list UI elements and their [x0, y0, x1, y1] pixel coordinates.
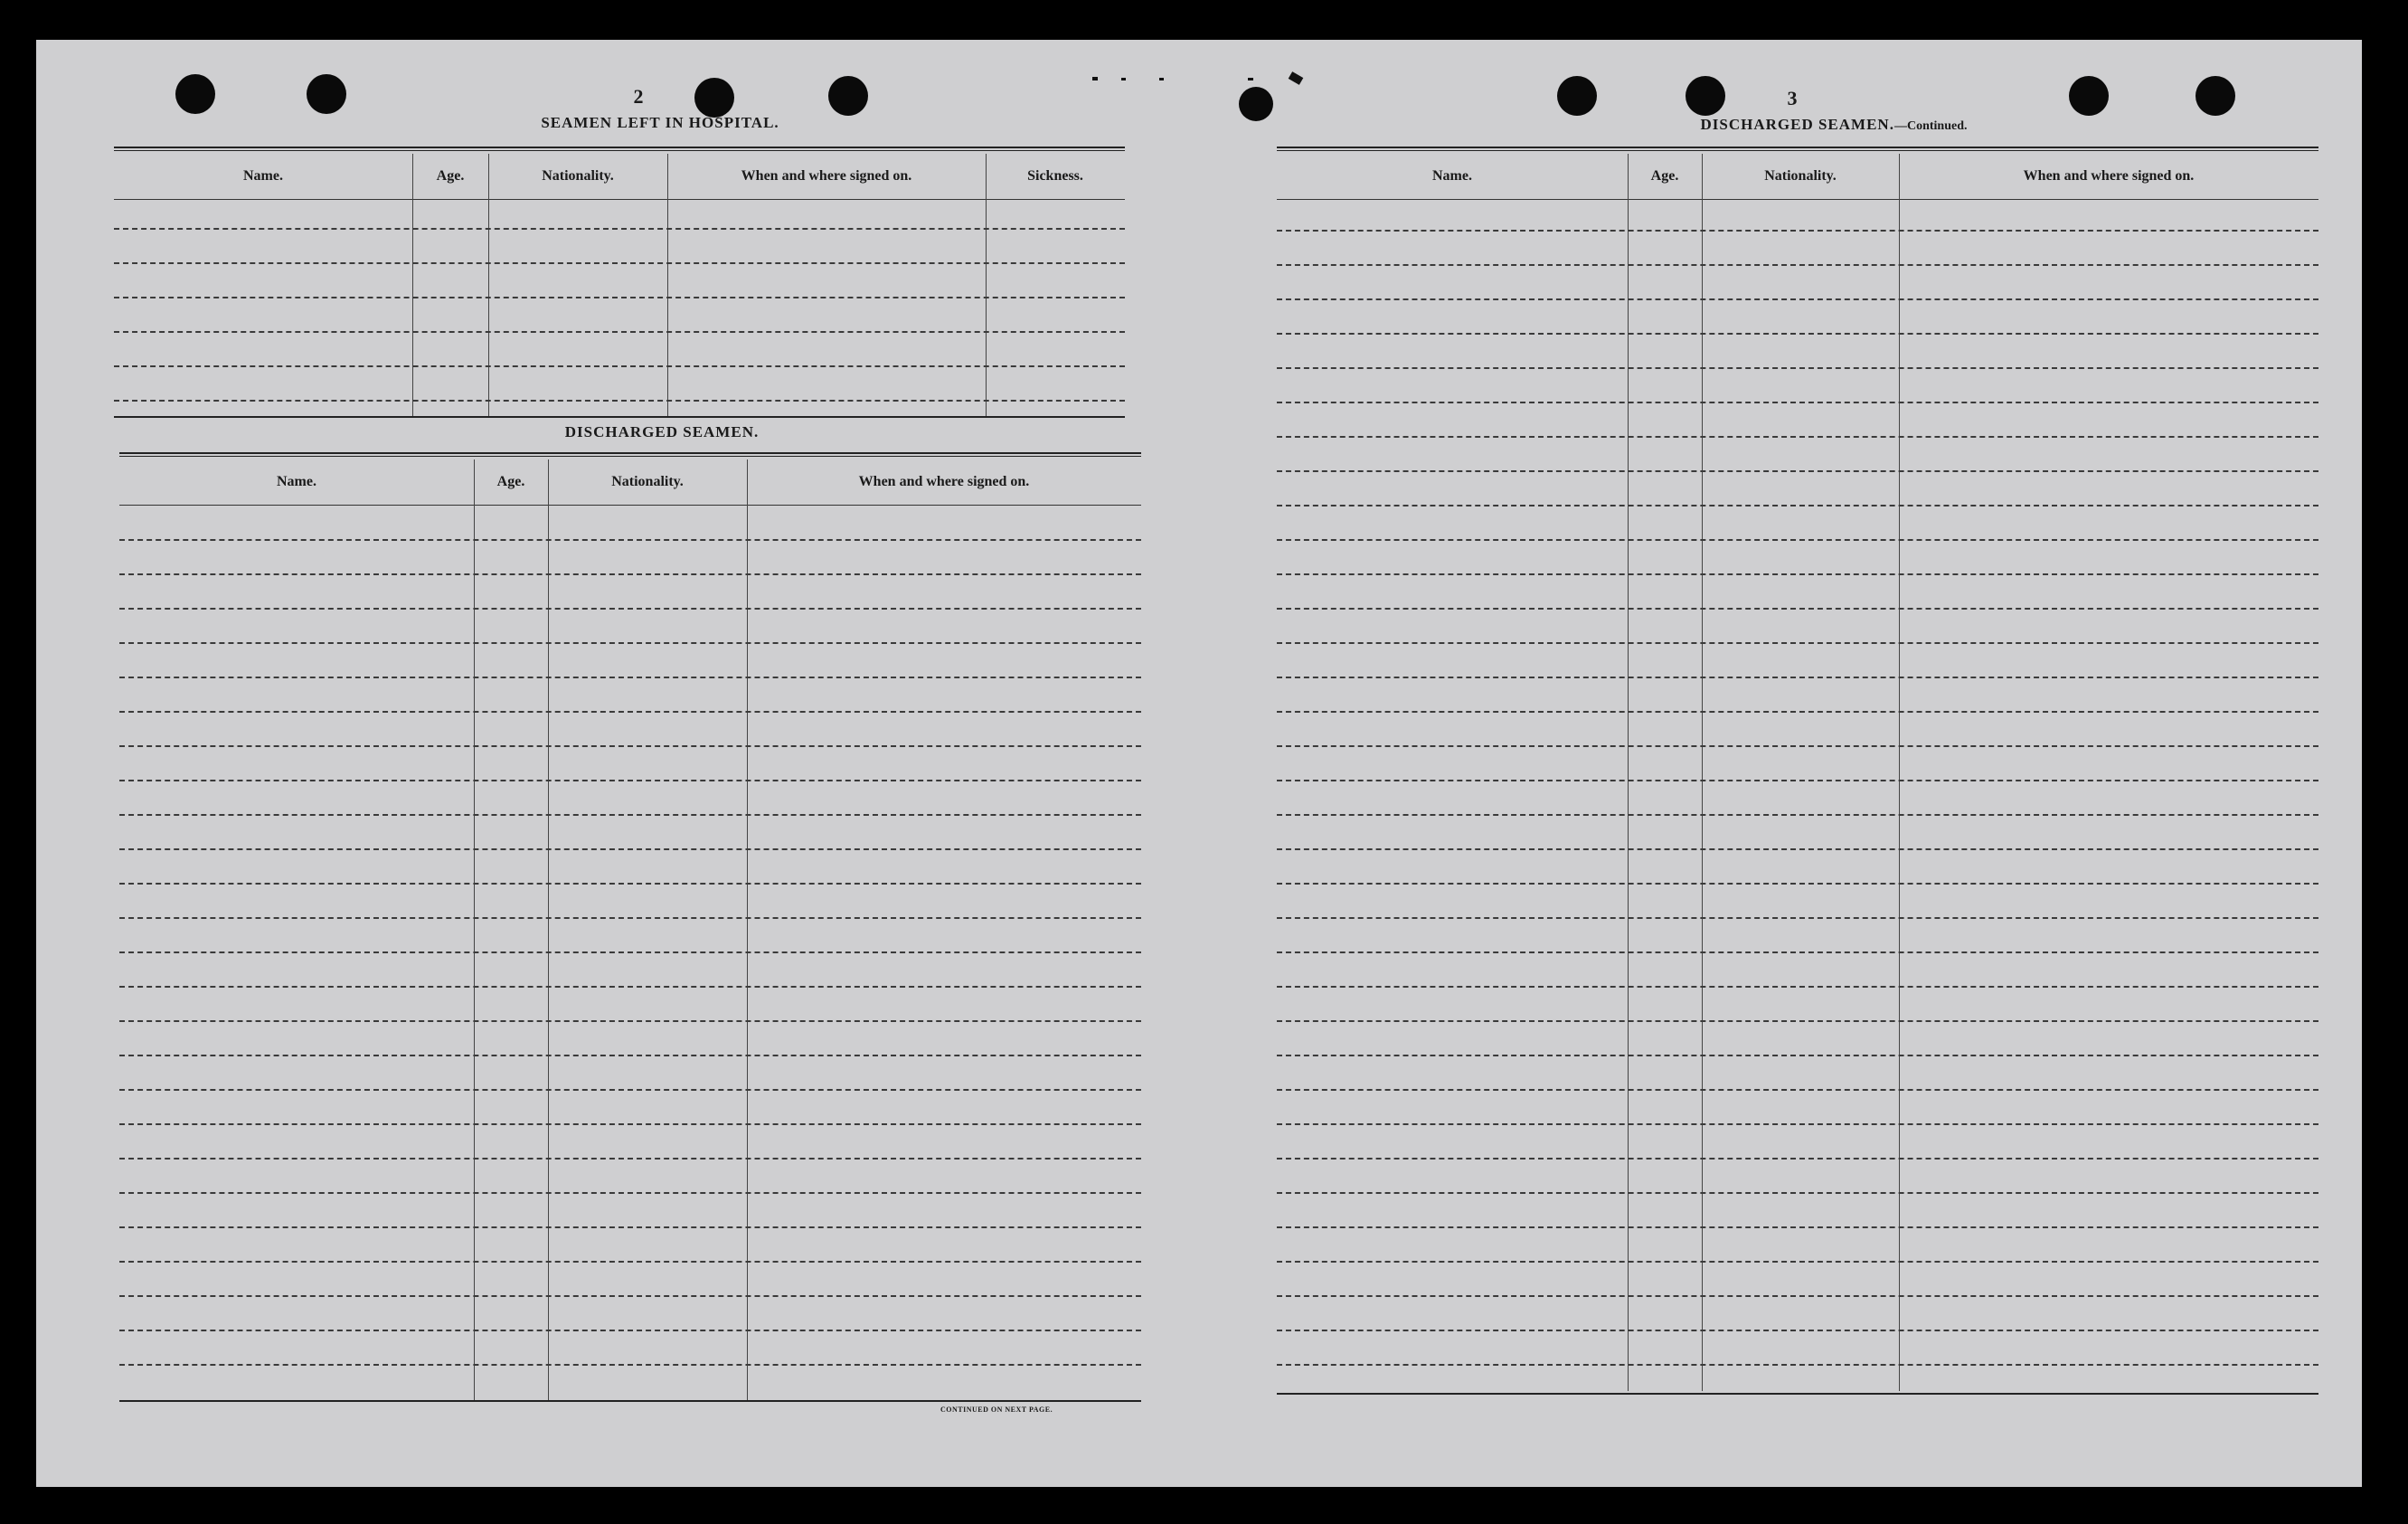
- discharged-table-right: [1277, 147, 2318, 1440]
- column-divider: [1628, 154, 1629, 1391]
- entry-line: [119, 848, 1141, 850]
- entry-line: [1277, 608, 2318, 610]
- form-sheet: [36, 40, 2362, 1487]
- entry-line: [119, 883, 1141, 885]
- entry-line: [119, 539, 1141, 541]
- entry-line: [1277, 436, 2318, 438]
- entry-line: [119, 677, 1141, 678]
- entry-line: [1277, 951, 2318, 953]
- entry-line: [1277, 1226, 2318, 1228]
- entry-line: [119, 1261, 1141, 1263]
- entry-line: [114, 365, 1125, 367]
- entry-line: [119, 1295, 1141, 1297]
- column-header: When and where signed on.: [858, 474, 1030, 489]
- entry-line: [1277, 677, 2318, 678]
- entry-line: [119, 986, 1141, 988]
- column-header: When and where signed on.: [2023, 168, 2195, 184]
- entry-line: [1277, 1295, 2318, 1297]
- punch-hole: [694, 78, 734, 118]
- entry-line: [119, 1123, 1141, 1125]
- punch-hole: [828, 76, 868, 116]
- entry-line: [119, 1055, 1141, 1056]
- column-divider: [474, 459, 475, 1400]
- column-header: Name.: [277, 474, 316, 489]
- ink-fleck: [1159, 78, 1164, 80]
- entry-line: [119, 745, 1141, 747]
- punch-hole: [1557, 76, 1597, 116]
- entry-line: [1277, 333, 2318, 335]
- entry-line: [1277, 1261, 2318, 1263]
- entry-line: [1277, 539, 2318, 541]
- column-divider: [548, 459, 549, 1400]
- entry-line: [119, 1330, 1141, 1331]
- column-header: Nationality.: [1764, 168, 1837, 184]
- column-header: Name.: [243, 168, 283, 184]
- discharged-continued-title: [1472, 116, 2196, 134]
- entry-line: [1277, 745, 2318, 747]
- ink-fleck: [1092, 77, 1098, 80]
- entry-line: [119, 1158, 1141, 1160]
- entry-line: [1277, 642, 2318, 644]
- punch-hole: [307, 74, 346, 114]
- entry-line: [119, 780, 1141, 781]
- column-header: Age.: [436, 168, 465, 184]
- page-number-right: 3: [1787, 87, 1798, 109]
- entry-line: [1277, 470, 2318, 472]
- entry-line: [1277, 1055, 2318, 1056]
- top-rule: [1277, 147, 2318, 151]
- entry-line: [1277, 298, 2318, 300]
- table-header: [119, 459, 1141, 506]
- entry-line: [1277, 1123, 2318, 1125]
- punch-hole: [175, 74, 215, 114]
- entry-line: [119, 642, 1141, 644]
- entry-line: [119, 711, 1141, 713]
- entry-line: [119, 1020, 1141, 1022]
- column-divider: [488, 154, 489, 416]
- column-header: Nationality.: [611, 474, 684, 489]
- entry-line: [114, 262, 1125, 264]
- column-header: Sickness.: [1027, 168, 1083, 184]
- table-header: [114, 154, 1125, 200]
- column-divider: [667, 154, 668, 416]
- column-header: Name.: [1432, 168, 1472, 184]
- entry-line: [1277, 814, 2318, 816]
- entry-line: [1277, 230, 2318, 232]
- entry-line: [119, 608, 1141, 610]
- entry-line: [1277, 367, 2318, 369]
- continued-footer: CONTINUED ON NEXT PAGE.: [940, 1406, 1053, 1414]
- column-divider: [747, 459, 748, 1400]
- discharged-table-left: [119, 452, 1141, 1438]
- bottom-rule: [119, 1400, 1141, 1402]
- table-header: [1277, 154, 2318, 200]
- column-header: Age.: [1650, 168, 1679, 184]
- entry-line: [1277, 402, 2318, 403]
- entry-line: [119, 1364, 1141, 1366]
- entry-line: [1277, 505, 2318, 506]
- column-header: When and where signed on.: [741, 168, 912, 184]
- entry-line: [1277, 780, 2318, 781]
- entry-line: [119, 814, 1141, 816]
- top-rule: [114, 147, 1125, 151]
- entry-line: [119, 1192, 1141, 1194]
- column-header: Age.: [496, 474, 525, 489]
- column-divider: [986, 154, 987, 416]
- punch-hole: [1239, 87, 1273, 121]
- discharged-section-title: DISCHARGED SEAMEN.: [564, 423, 760, 440]
- continued-suffix: —Continued.: [1893, 119, 1968, 133]
- top-rule: [119, 452, 1141, 457]
- column-header: Nationality.: [542, 168, 614, 184]
- ink-fleck: [1121, 78, 1126, 80]
- entry-line: [1277, 573, 2318, 575]
- punch-hole: [1686, 76, 1725, 116]
- hospital-table: [114, 147, 1125, 456]
- page-number-left: 2: [633, 85, 644, 108]
- entry-line: [119, 573, 1141, 575]
- ink-fleck: [1289, 71, 1304, 85]
- entry-line: [1277, 1158, 2318, 1160]
- column-divider: [1899, 154, 1900, 1391]
- entry-line: [119, 951, 1141, 953]
- punch-hole: [2196, 76, 2235, 116]
- ink-fleck: [1248, 78, 1253, 80]
- discharged-continued-title-main: DISCHARGED SEAMEN.: [1700, 116, 1894, 133]
- bottom-rule: [114, 416, 1125, 418]
- entry-line: [119, 917, 1141, 919]
- entry-line: [119, 1226, 1141, 1228]
- bottom-rule: [1277, 1393, 2318, 1395]
- entry-line: [114, 400, 1125, 402]
- column-divider: [412, 154, 413, 416]
- entry-line: [114, 228, 1125, 230]
- entry-line: [1277, 1020, 2318, 1022]
- entry-line: [1277, 1330, 2318, 1331]
- hospital-section-title: SEAMEN LEFT IN HOSPITAL.: [541, 114, 779, 131]
- column-divider: [1702, 154, 1703, 1391]
- entry-line: [1277, 883, 2318, 885]
- entry-line: [1277, 1089, 2318, 1091]
- entry-line: [114, 297, 1125, 298]
- entry-line: [1277, 917, 2318, 919]
- entry-line: [114, 331, 1125, 333]
- entry-line: [1277, 848, 2318, 850]
- entry-line: [119, 1089, 1141, 1091]
- entry-line: [1277, 1364, 2318, 1366]
- entry-line: [1277, 264, 2318, 266]
- entry-line: [1277, 986, 2318, 988]
- entry-line: [1277, 1192, 2318, 1194]
- entry-line: [1277, 711, 2318, 713]
- punch-hole: [2069, 76, 2109, 116]
